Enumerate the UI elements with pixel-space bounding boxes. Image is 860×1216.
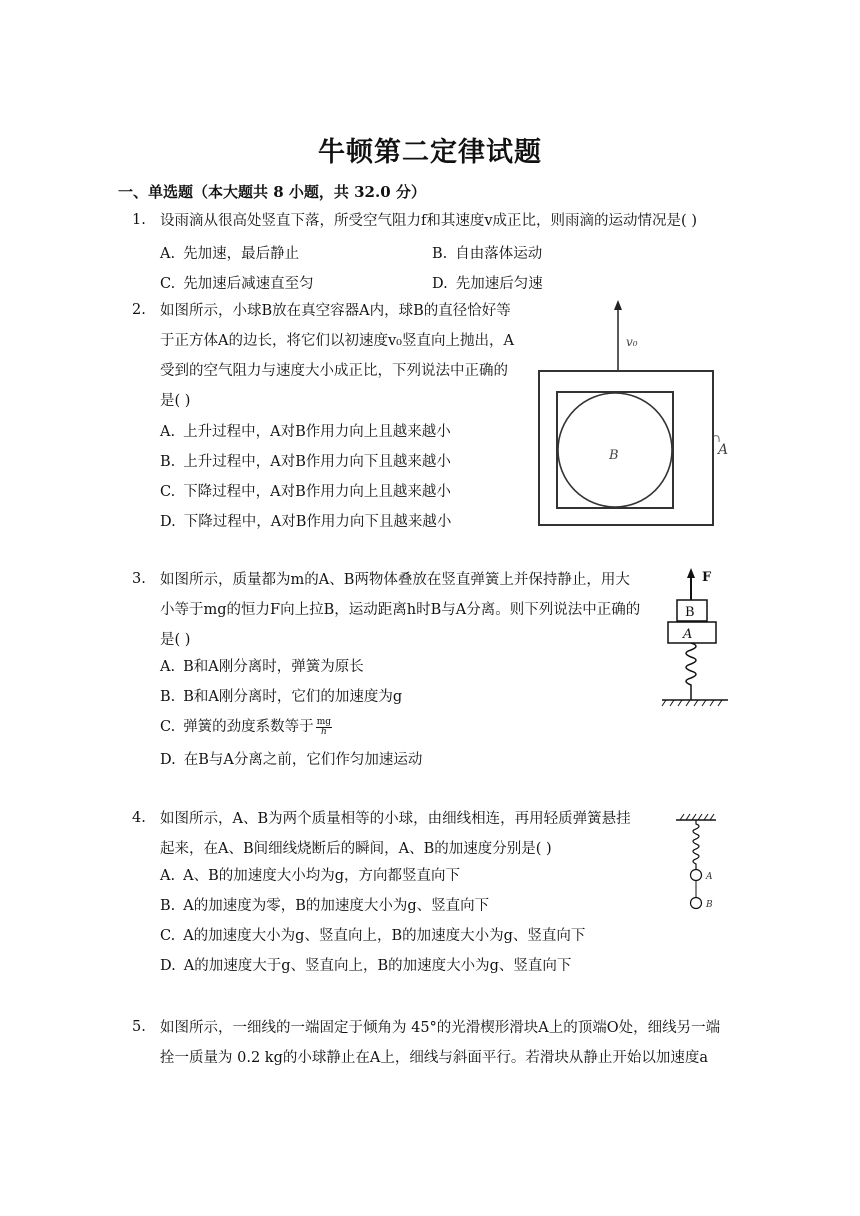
- question-2-stem-line: 于正方体A的边长，将它们以初速度v₀竖直向上抛出，A: [160, 333, 514, 349]
- ground-hatch: [662, 700, 722, 706]
- question-3-stem-line: 小等于mg的恒力F向上拉B，运动距离h时B与A分离。则下列说法中正确的: [160, 602, 641, 618]
- block-b-label: B: [685, 605, 695, 620]
- question-4-stem-line: 起来，在A、B间细线烧断后的瞬间，A、B的加速度分别是( ): [160, 841, 552, 857]
- q3-option-a: A. B和A刚分离时，弹簧为原长: [160, 659, 364, 675]
- question-number: 1.: [132, 212, 146, 228]
- ball-a: [691, 870, 702, 881]
- ceiling-hatch: [680, 814, 714, 820]
- q4-option-b: B. A的加速度为零，B的加速度大小为g、竖直向下: [160, 898, 490, 914]
- page-title: 牛顿第二定律试题: [318, 137, 542, 168]
- ball-b: [691, 898, 702, 909]
- q2-option-c: C. 下降过程中，A对B作用力向上且越来越小: [160, 484, 451, 500]
- ball-b-label: B: [706, 900, 713, 910]
- q2-option-d: D. 下降过程中，A对B作用力向下且越来越小: [160, 514, 452, 530]
- q3-option-b: B. B和A刚分离时，它们的加速度为g: [160, 689, 403, 705]
- q4-option-a: A. A、B的加速度大小均为g，方向都竖直向下: [160, 868, 461, 884]
- q1-option-b: B. 自由落体运动: [432, 246, 543, 262]
- q3-option-c: C. 弹簧的劲度系数等于 $\frac{mg}{h}$: [160, 716, 331, 737]
- velocity-label: v₀: [626, 335, 638, 349]
- question-3-stem-line: 是( ): [160, 632, 191, 648]
- force-label: F: [702, 570, 712, 585]
- ball-label: B: [609, 448, 619, 463]
- section-heading: 一、单选题（本大题共 8 小题，共 32.0 分）: [118, 183, 426, 201]
- q2-option-b: B. 上升过程中，A对B作用力向下且越来越小: [160, 454, 451, 470]
- q3-figure-spring-blocks: [656, 562, 736, 712]
- arrow-head-icon: [687, 568, 695, 578]
- q4-option-d: D. A的加速度大于g、竖直向上，B的加速度大小为g、竖直向下: [160, 958, 572, 974]
- question-number: 5.: [132, 1019, 146, 1035]
- question-4-stem-line: 如图所示，A、B为两个质量相等的小球，由细线相连，再用轻质弹簧悬挂: [160, 811, 631, 827]
- question-number: 4.: [132, 810, 146, 826]
- question-3-stem-line: 如图所示，质量都为m的A、B两物体叠放在竖直弹簧上并保持静止，用大: [160, 572, 630, 588]
- q4-figure-spring-balls: [672, 812, 732, 916]
- question-2-stem-line: 受到的空气阻力与速度大小成正比，下列说法中正确的: [160, 363, 508, 379]
- q1-option-a: A. 先加速，最后静止: [160, 246, 300, 262]
- spring: [686, 643, 696, 700]
- block-a-label: A: [683, 627, 693, 642]
- question-2-stem-line: 是( ): [160, 393, 191, 409]
- question-5-stem-line: 如图所示，一细线的一端固定于倾角为 45°的光滑楔形滑块A上的顶端O处，细线另一端: [160, 1020, 721, 1036]
- spring-constant-fraction: $\frac{mg}{h}$: [316, 716, 331, 737]
- question-5-stem-line: 拴一质量为 0.2 kg的小球静止在A上，细线与斜面平行。若滑块从静止开始以加速度a: [160, 1050, 708, 1066]
- question-number: 3.: [132, 571, 146, 587]
- q1-option-d: D. 先加速后匀速: [432, 276, 543, 292]
- arrow-head-icon: [614, 300, 622, 310]
- spring: [693, 820, 699, 870]
- q3-option-d: D. 在B与A分离之前，它们作匀加速运动: [160, 752, 423, 768]
- q2-option-a: A. 上升过程中，A对B作用力向上且越来越小: [160, 424, 451, 440]
- box-label: A: [718, 442, 729, 458]
- q4-option-c: C. A的加速度大小为g、竖直向上，B的加速度大小为g、竖直向下: [160, 928, 586, 944]
- question-number: 2.: [132, 302, 146, 318]
- question-2-stem-line: 如图所示，小球B放在真空容器A内，球B的直径恰好等: [160, 303, 511, 319]
- ball-a-label: A: [706, 872, 713, 882]
- q1-option-c: C. 先加速后减速直至匀: [160, 276, 314, 292]
- question-1-stem: 设雨滴从很高处竖直下落，所受空气阻力f和其速度v成正比，则雨滴的运动情况是( ): [160, 213, 697, 229]
- q2-figure-container-ball: [520, 296, 750, 532]
